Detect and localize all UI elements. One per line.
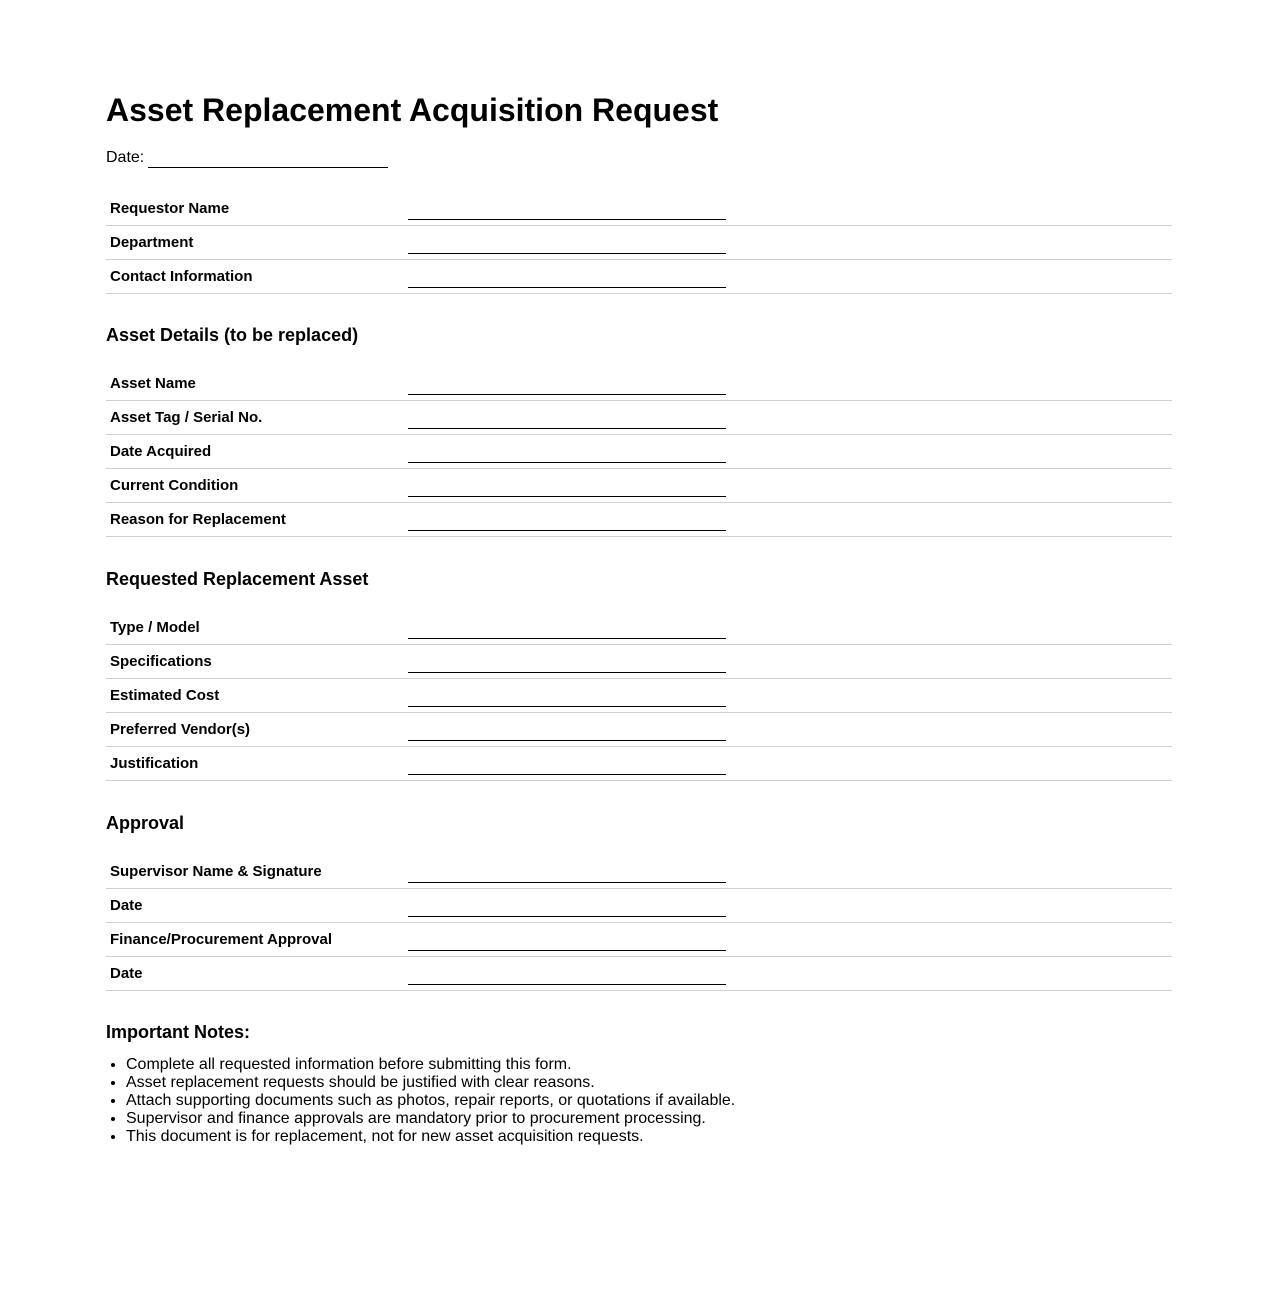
field-label: Requestor Name xyxy=(110,200,230,217)
field-input-line[interactable] xyxy=(408,481,726,497)
field-input-line[interactable] xyxy=(408,725,726,741)
field-label: Supervisor Name & Signature xyxy=(110,863,322,880)
field-input-line[interactable] xyxy=(408,379,726,395)
field-input-line[interactable] xyxy=(408,272,726,288)
field-label: Preferred Vendor(s) xyxy=(110,721,251,738)
notes-heading: Important Notes: xyxy=(106,1022,250,1042)
field-row xyxy=(106,923,1172,957)
note-item: • Complete all requested information before submitting this form. xyxy=(126,1056,1172,1074)
field-row xyxy=(106,401,1172,435)
field-label: Reason for Replacement xyxy=(110,511,286,528)
field-row xyxy=(106,367,1172,401)
field-row xyxy=(106,855,1172,889)
field-row xyxy=(106,645,1172,679)
requestor-section xyxy=(106,192,1172,294)
field-label: Asset Tag / Serial No. xyxy=(110,409,263,426)
field-row xyxy=(106,226,1172,260)
field-input-line[interactable] xyxy=(408,901,726,917)
field-row xyxy=(106,503,1172,537)
field-label: Type / Model xyxy=(110,619,200,636)
note-item: • Supervisor and finance approvals are mandatory prior to procurement processing. xyxy=(126,1110,1172,1128)
field-label: Specifications xyxy=(110,653,212,670)
field-input-line[interactable] xyxy=(408,413,726,429)
field-input-line[interactable] xyxy=(408,759,726,775)
requested-asset-heading: Requested Replacement Asset xyxy=(106,569,369,589)
note-item: • This document is for replacement, not for new asset acquisition requests. xyxy=(126,1128,1172,1146)
asset-details-heading: Asset Details (to be replaced) xyxy=(106,325,359,345)
field-row xyxy=(106,747,1172,781)
field-row xyxy=(106,260,1172,294)
field-input-line[interactable] xyxy=(408,238,726,254)
approval-section xyxy=(106,855,1172,991)
field-input-line[interactable] xyxy=(408,969,726,985)
notes-list xyxy=(106,1056,1172,1146)
field-label: Asset Name xyxy=(110,375,196,392)
field-label: Contact Information xyxy=(110,268,253,285)
field-label: Finance/Procurement Approval xyxy=(110,931,332,948)
date-input-line[interactable] xyxy=(148,151,388,168)
field-row xyxy=(106,957,1172,991)
field-row xyxy=(106,679,1172,713)
approval-heading: Approval xyxy=(106,813,185,833)
note-item: • Attach supporting documents such as photos, repair reports, or quotations if available. xyxy=(126,1092,1172,1110)
field-input-line[interactable] xyxy=(408,447,726,463)
field-input-line[interactable] xyxy=(408,935,726,951)
field-input-line[interactable] xyxy=(408,657,726,673)
field-label: Date xyxy=(110,897,143,914)
page-title: Asset Replacement Acquisition Request xyxy=(106,92,719,128)
field-input-line[interactable] xyxy=(408,623,726,639)
field-input-line[interactable] xyxy=(408,515,726,531)
field-label: Department xyxy=(110,234,194,251)
asset-details-section xyxy=(106,367,1172,537)
field-row xyxy=(106,611,1172,645)
note-item: • Asset replacement requests should be justified with clear reasons. xyxy=(126,1074,1172,1092)
field-label: Estimated Cost xyxy=(110,687,220,704)
field-label: Date xyxy=(110,965,143,982)
field-label: Current Condition xyxy=(110,477,239,494)
date-label: Date: xyxy=(106,149,145,166)
date-field xyxy=(106,148,1172,168)
field-label: Justification xyxy=(110,755,199,772)
field-input-line[interactable] xyxy=(408,691,726,707)
field-row xyxy=(106,192,1172,226)
field-row xyxy=(106,435,1172,469)
field-row xyxy=(106,713,1172,747)
field-input-line[interactable] xyxy=(408,867,726,883)
field-label: Date Acquired xyxy=(110,443,212,460)
field-row xyxy=(106,889,1172,923)
field-row xyxy=(106,469,1172,503)
field-input-line[interactable] xyxy=(408,204,726,220)
requested-asset-section xyxy=(106,611,1172,781)
